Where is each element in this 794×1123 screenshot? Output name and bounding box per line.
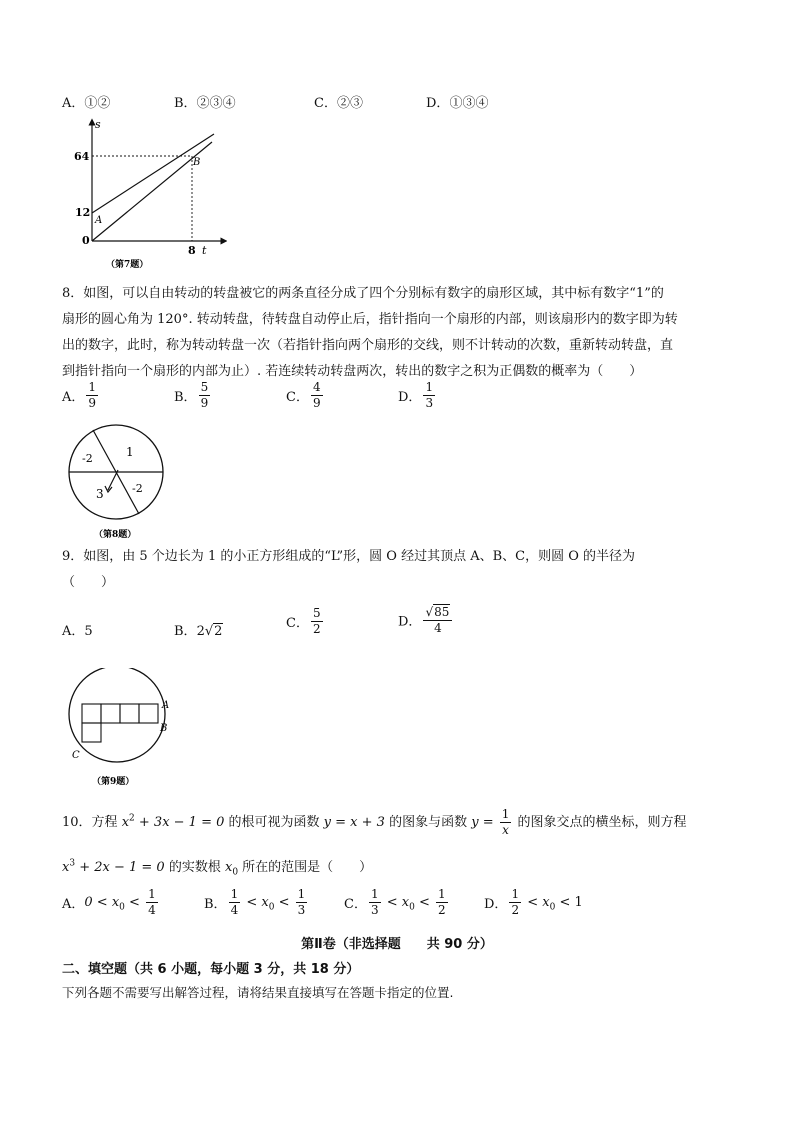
tick-64: 64 — [74, 150, 90, 163]
sector-label-top-right: 1 — [126, 445, 134, 459]
point-b-label: B — [193, 157, 201, 168]
q6-option-c: C．②③ — [314, 96, 363, 111]
tick-8: 8 — [188, 244, 196, 257]
point-b-label: B — [160, 723, 168, 734]
part-2-title: 第Ⅱ卷（非选择题 共 90 分） — [301, 937, 493, 952]
section-instruction: 下列各题不需要写出解答过程，请将结果直接填写在答题卡指定的位置. — [62, 985, 454, 1000]
question-8 — [62, 281, 730, 385]
q9-option-c: C． $\frac{5}{2}$ — [286, 606, 321, 636]
sector-label-top-left: -2 — [82, 452, 93, 465]
q10-line-2: $x^3 + 2x - 1 = 0$ 的实数根 $x_0$ 所在的范围是（ ） — [62, 858, 373, 878]
q10-option-b: B． $\frac{1}{4}$ < $x_0$ < $\frac{1}{3}$ — [204, 887, 306, 917]
q10-line-1: 10．方程 $x^2 + 3x - 1 = 0$ 的根可视为函数 y = x + 3 的图象与函数 y = $\frac{1}{x}$ 的图象交点的横坐标，则方程 — [62, 807, 687, 837]
q10-option-d: D． $\frac{1}{2}$ < $x_0 < 1$ — [484, 887, 583, 917]
line-a — [92, 134, 214, 213]
q8-option-c: C． $\frac{4}{9}$ — [286, 380, 321, 410]
sector-label-bottom-right: -2 — [132, 482, 143, 495]
axis-s-label: s — [95, 118, 101, 131]
q8-line-3: 出的数字，此时，称为转动转盘一次（若指针指向两个扇形的交线，则不计转动的次数，重新转动转盘，直 — [62, 338, 674, 353]
q9-option-b: B．2√2 — [174, 624, 223, 639]
q9-line-1: 9．如图，由 5 个边长为 1 的小正方形组成的“L”形，圆 O 经过其顶点 A、B、C，则圆 O 的半径为 — [62, 549, 636, 564]
figure-8-spinner — [62, 420, 172, 542]
q8-option-b: B． $\frac{5}{9}$ — [174, 380, 209, 410]
point-a-label: A — [162, 700, 170, 711]
point-c-label: C — [72, 750, 80, 761]
q9-option-a: A．5 — [62, 624, 93, 639]
q8-line-1: 8．如图，可以自由转动的转盘被它的两条直径分成了四个分别标有数字的扇形区域，其中标有数字“1”的 — [62, 286, 664, 301]
q10-option-a: A．$0 < x_0$ < $\frac{1}{4}$ — [62, 887, 156, 917]
q6-option-b: B．②③④ — [174, 96, 236, 111]
q8-line-4: 到指针指向一个扇形的内部为止）. 若连续转动转盘两次，转出的数字之积为正偶数的概率为（ ） — [62, 364, 643, 379]
figure-9-caption: （第9题） — [92, 777, 135, 787]
point-a-label: A — [95, 215, 103, 226]
figure-8-caption: （第8题） — [94, 530, 137, 540]
figure-7-graph — [62, 116, 227, 272]
origin-label: 0 — [82, 234, 90, 247]
tick-12: 12 — [75, 206, 91, 219]
q6-option-d: D．①③④ — [426, 96, 489, 111]
sector-label-bottom-left: 3 — [96, 487, 104, 501]
question-9 — [62, 544, 730, 596]
q8-option-d: D． $\frac{1}{3}$ — [398, 380, 434, 410]
pointer — [108, 470, 118, 490]
figure-9-l-shape — [62, 668, 177, 792]
figure-7-caption: （第7题） — [106, 260, 149, 270]
q9-line-2: （ ） — [62, 575, 115, 590]
q8-line-2: 扇形的圆心角为 120°. 转动转盘，待转盘自动停止后，指针指向一个扇形的内部，则该扇形内的数字即为转 — [62, 312, 678, 327]
section-fill-blank-heading: 二、填空题（共 6 小题，每小题 3 分，共 18 分） — [62, 962, 360, 977]
q8-option-a: A． $\frac{1}{9}$ — [62, 380, 97, 410]
q6-option-a: A．①② — [62, 96, 111, 111]
q10-option-c: C． $\frac{1}{3}$ < $x_0$ < $\frac{1}{2}$ — [344, 887, 446, 917]
q9-option-d: D． $\frac{√85}{4}$ — [398, 604, 454, 636]
axis-t-label: t — [202, 244, 207, 257]
